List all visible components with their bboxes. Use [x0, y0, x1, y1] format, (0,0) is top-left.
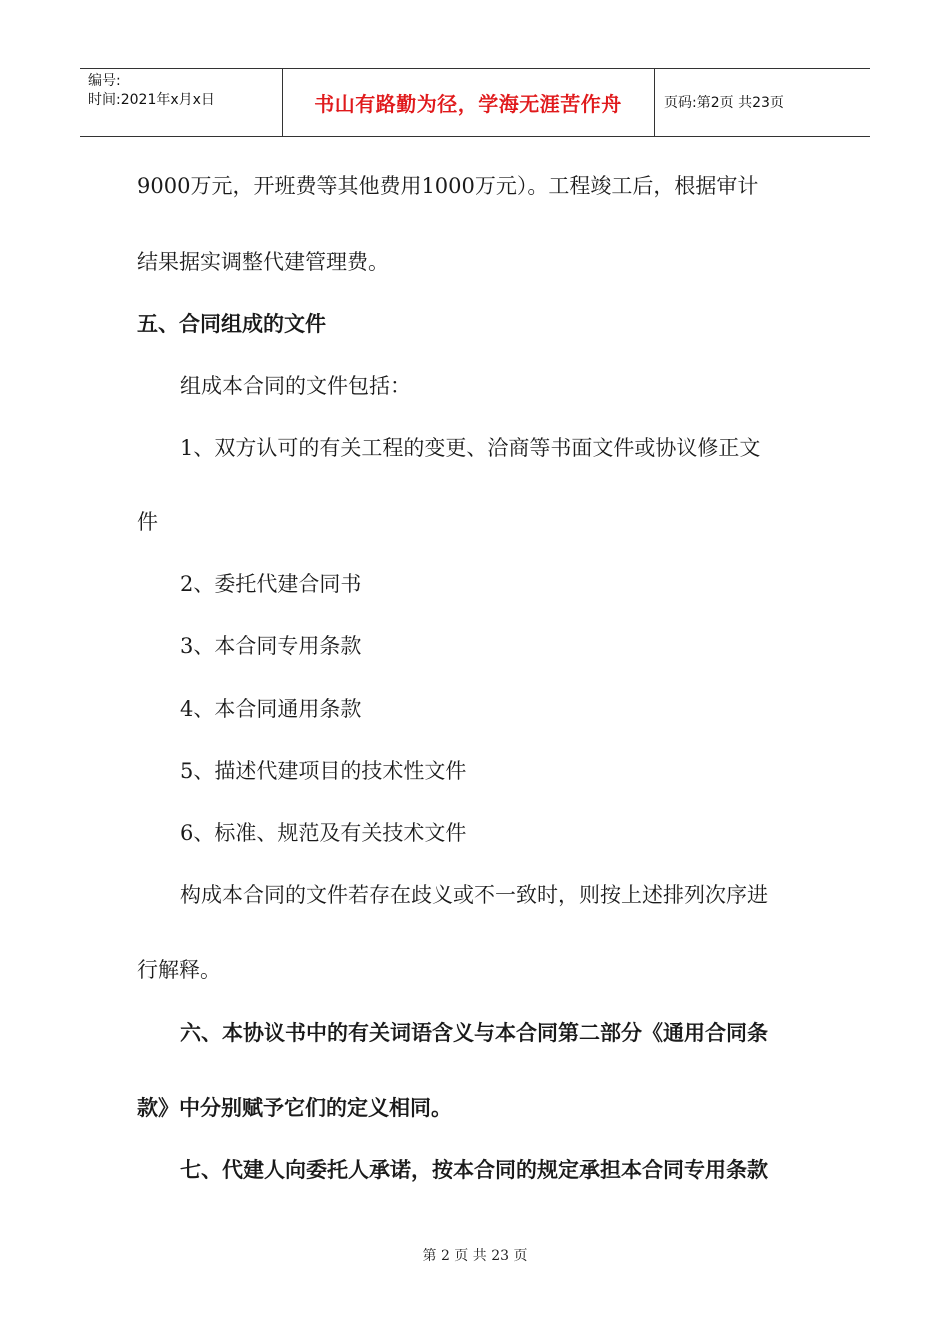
header-bottom-rule	[80, 136, 870, 137]
body-line: 组成本合同的文件包括：	[180, 374, 411, 398]
list-item: 1、双方认可的有关工程的变更、洽商等书面文件或协议修正文	[180, 436, 761, 460]
body-line: 9000万元，开班费等其他费用1000万元）。工程竣工后，根据审计	[137, 174, 759, 198]
list-item: 2、委托代建合同书	[180, 572, 362, 596]
body-line: 行解释。	[137, 958, 221, 982]
section-heading: 六、本协议书中的有关词语含义与本合同第二部分《通用合同条	[180, 1021, 768, 1045]
body-line: 结果据实调整代建管理费。	[137, 250, 389, 274]
section-heading: 七、代建人向委托人承诺，按本合同的规定承担本合同专用条款	[180, 1158, 768, 1182]
header-divider-right	[654, 68, 655, 136]
list-item: 5、描述代建项目的技术性文件	[180, 759, 467, 783]
header-page-info: 页码:第2页 共23页	[664, 95, 784, 111]
list-item: 4、本合同通用条款	[180, 697, 362, 721]
header-meta	[88, 72, 215, 110]
header-motto: 书山有路勤为径，学海无涯苦作舟	[314, 91, 622, 116]
body-line: 构成本合同的文件若存在歧义或不一致时，则按上述排列次序进	[180, 883, 768, 907]
section-heading-cont: 款》中分别赋予它们的定义相同。	[137, 1096, 452, 1120]
body-line: 件	[137, 510, 158, 534]
section-heading: 五、合同组成的文件	[137, 312, 326, 336]
header-time-label: 时间:2021年x月x日	[88, 92, 215, 108]
list-item: 6、标准、规范及有关技术文件	[180, 821, 467, 845]
list-item: 3、本合同专用条款	[180, 634, 362, 658]
header-number-label: 编号:	[88, 73, 121, 89]
page-footer: 第 2 页 共 23 页	[422, 1248, 528, 1264]
